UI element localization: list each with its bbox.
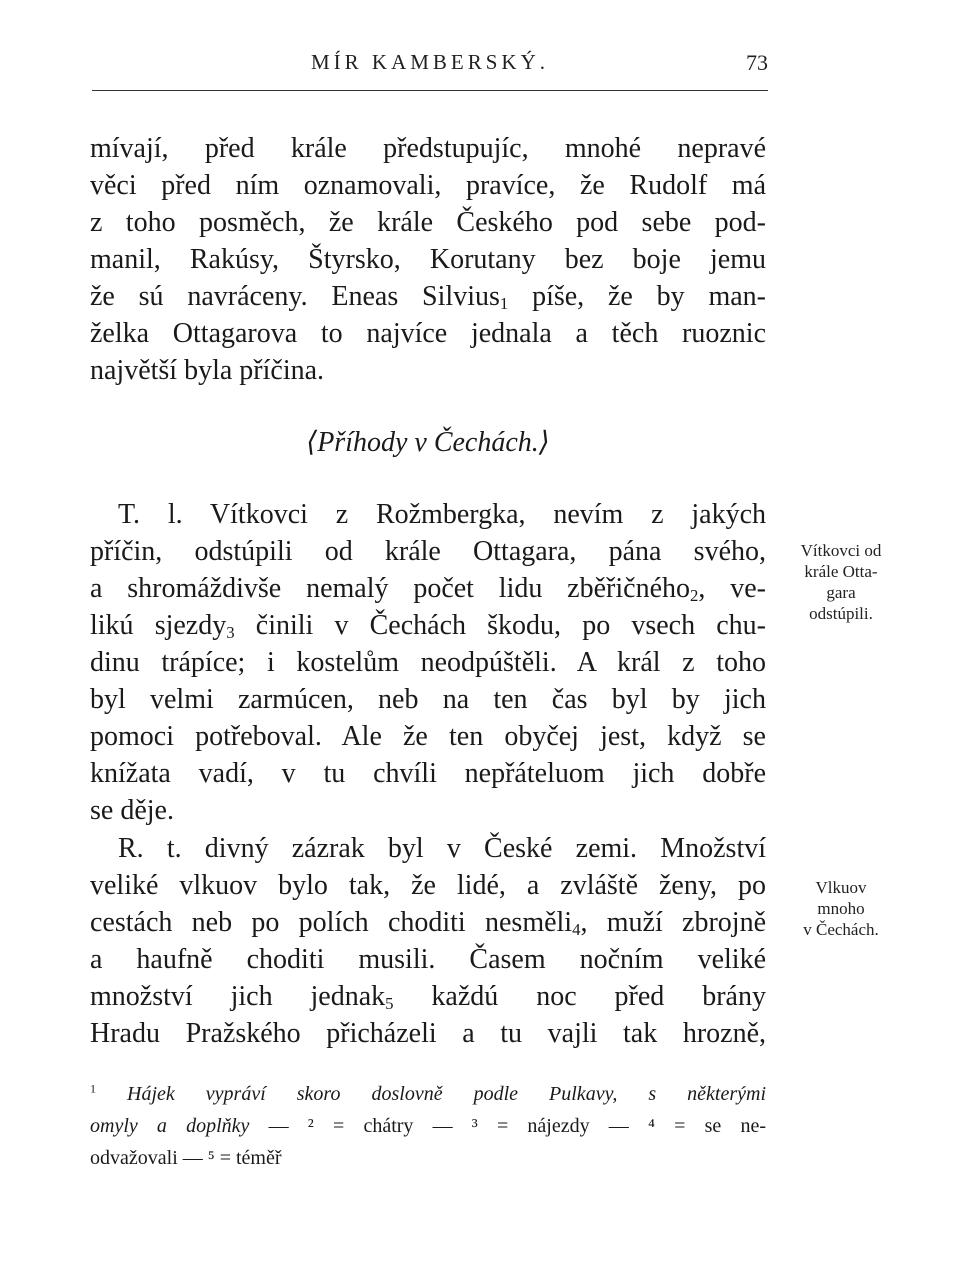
- text-line: [90, 570, 766, 607]
- text-line: [90, 978, 766, 1015]
- footnote-text: — ² = chátry — ³ = nájezdy — ⁴ = se ne-: [249, 1115, 766, 1137]
- text-line: Hradu Pražského přicházeli a tu vajli tak hrozně,: [90, 1018, 766, 1049]
- header-rule: [92, 90, 768, 91]
- text-line: [90, 607, 766, 644]
- margin-note-line: mnoho: [817, 899, 865, 918]
- text-line: dinu trápíce; i kostelům neodpúštěli. A král z toho: [90, 647, 766, 678]
- footnote-line: [90, 1078, 766, 1110]
- subscript: 2: [690, 586, 699, 605]
- footnote-text: omyly a doplňky: [90, 1115, 250, 1137]
- text-line: najvětší byla příčina.: [90, 355, 325, 386]
- text-fragment: že sú navráceny. Eneas Silvius: [90, 281, 500, 312]
- text-fragment: cestách neb po polích choditi nesměli: [90, 907, 573, 938]
- text-line: pomoci potřeboval. Ale že ten obyčej jest, když se: [90, 721, 766, 752]
- text-fragment: a shromáždivše nemalý počet lidu zběřičného: [90, 573, 691, 604]
- text-line: věci před ním oznamovali, pravíce, že Rudolf má: [90, 170, 766, 201]
- margin-note-line: v Čechách.: [803, 920, 879, 939]
- text-line: veliké vlkuov bylo tak, že lidé, a zvláště ženy, po: [90, 870, 766, 901]
- text-fragment: činili v Čechách škodu, po vsech chu-: [234, 610, 766, 641]
- text-line: [90, 904, 766, 941]
- margin-note-line: odstúpili.: [809, 604, 873, 623]
- margin-note-line: Vítkovci od: [800, 541, 882, 560]
- footnotes: [90, 1078, 766, 1174]
- text-line: [90, 278, 766, 315]
- footnote-text: Hájek vypráví skoro doslovně podle Pulkavy, s některými: [127, 1083, 766, 1105]
- page-header: [92, 50, 768, 86]
- subscript: 5: [385, 994, 394, 1013]
- margin-note-line: krále Otta-: [804, 562, 878, 581]
- text-line: se děje.: [90, 795, 174, 826]
- text-line: T. l. Vítkovci z Rožmbergka, nevím z jakých: [118, 499, 766, 530]
- text-line: byl velmi zarmúcen, neb na ten čas byl by jich: [90, 684, 766, 715]
- text-line: z toho posměch, že krále Českého pod sebe pod-: [90, 207, 766, 238]
- text-line: želka Ottagarova to najvíce jednala a těch ruoznic: [90, 318, 766, 349]
- running-title: MÍR KAMBERSKÝ.: [310, 50, 550, 74]
- subscript: 3: [226, 623, 235, 642]
- text-fragment: množství jich jednak: [90, 981, 386, 1012]
- text-fragment: likú sjezdy: [90, 610, 227, 641]
- text-line: a haufně choditi musili. Časem nočním veliké: [90, 944, 766, 975]
- margin-note-line: Vlkuov: [815, 878, 867, 897]
- footnote-number: 1: [90, 1081, 96, 1096]
- paragraph-3: [90, 830, 766, 1052]
- text-fragment: píše, že by man-: [508, 281, 766, 312]
- margin-note-line: gara: [826, 583, 856, 602]
- paragraph-2: [90, 496, 766, 829]
- text-line: příčin, odstúpili od krále Ottagara, pána svého,: [90, 536, 766, 567]
- text-fragment: , ve-: [698, 573, 766, 604]
- paragraph-1: [90, 130, 766, 389]
- text-line: manil, Rakúsy, Štyrsko, Korutany bez boje jemu: [90, 244, 766, 275]
- margin-note-vlkuov: [776, 877, 906, 940]
- page-number: 73: [746, 50, 768, 75]
- subscript: 1: [499, 294, 509, 313]
- text-line: R. t. divný zázrak byl v České zemi. Množství: [118, 833, 766, 864]
- text-fragment: , muží zbrojně: [580, 907, 767, 938]
- margin-note-vitkovci: [776, 540, 906, 624]
- footnote-line: [90, 1110, 766, 1142]
- text-line: knížata vadí, v tu chvíli nepřáteluom jich dobře: [90, 758, 766, 789]
- section-subtitle: ⟨Příhody v Čechách.⟩: [306, 427, 550, 458]
- subscript: 4: [572, 920, 581, 939]
- text-line: mívají, před krále předstupujíc, mnohé nepravé: [90, 133, 766, 164]
- footnote-line: odvažovali — ⁵ = téměř: [90, 1147, 282, 1169]
- text-fragment: každú noc před brány: [393, 981, 766, 1012]
